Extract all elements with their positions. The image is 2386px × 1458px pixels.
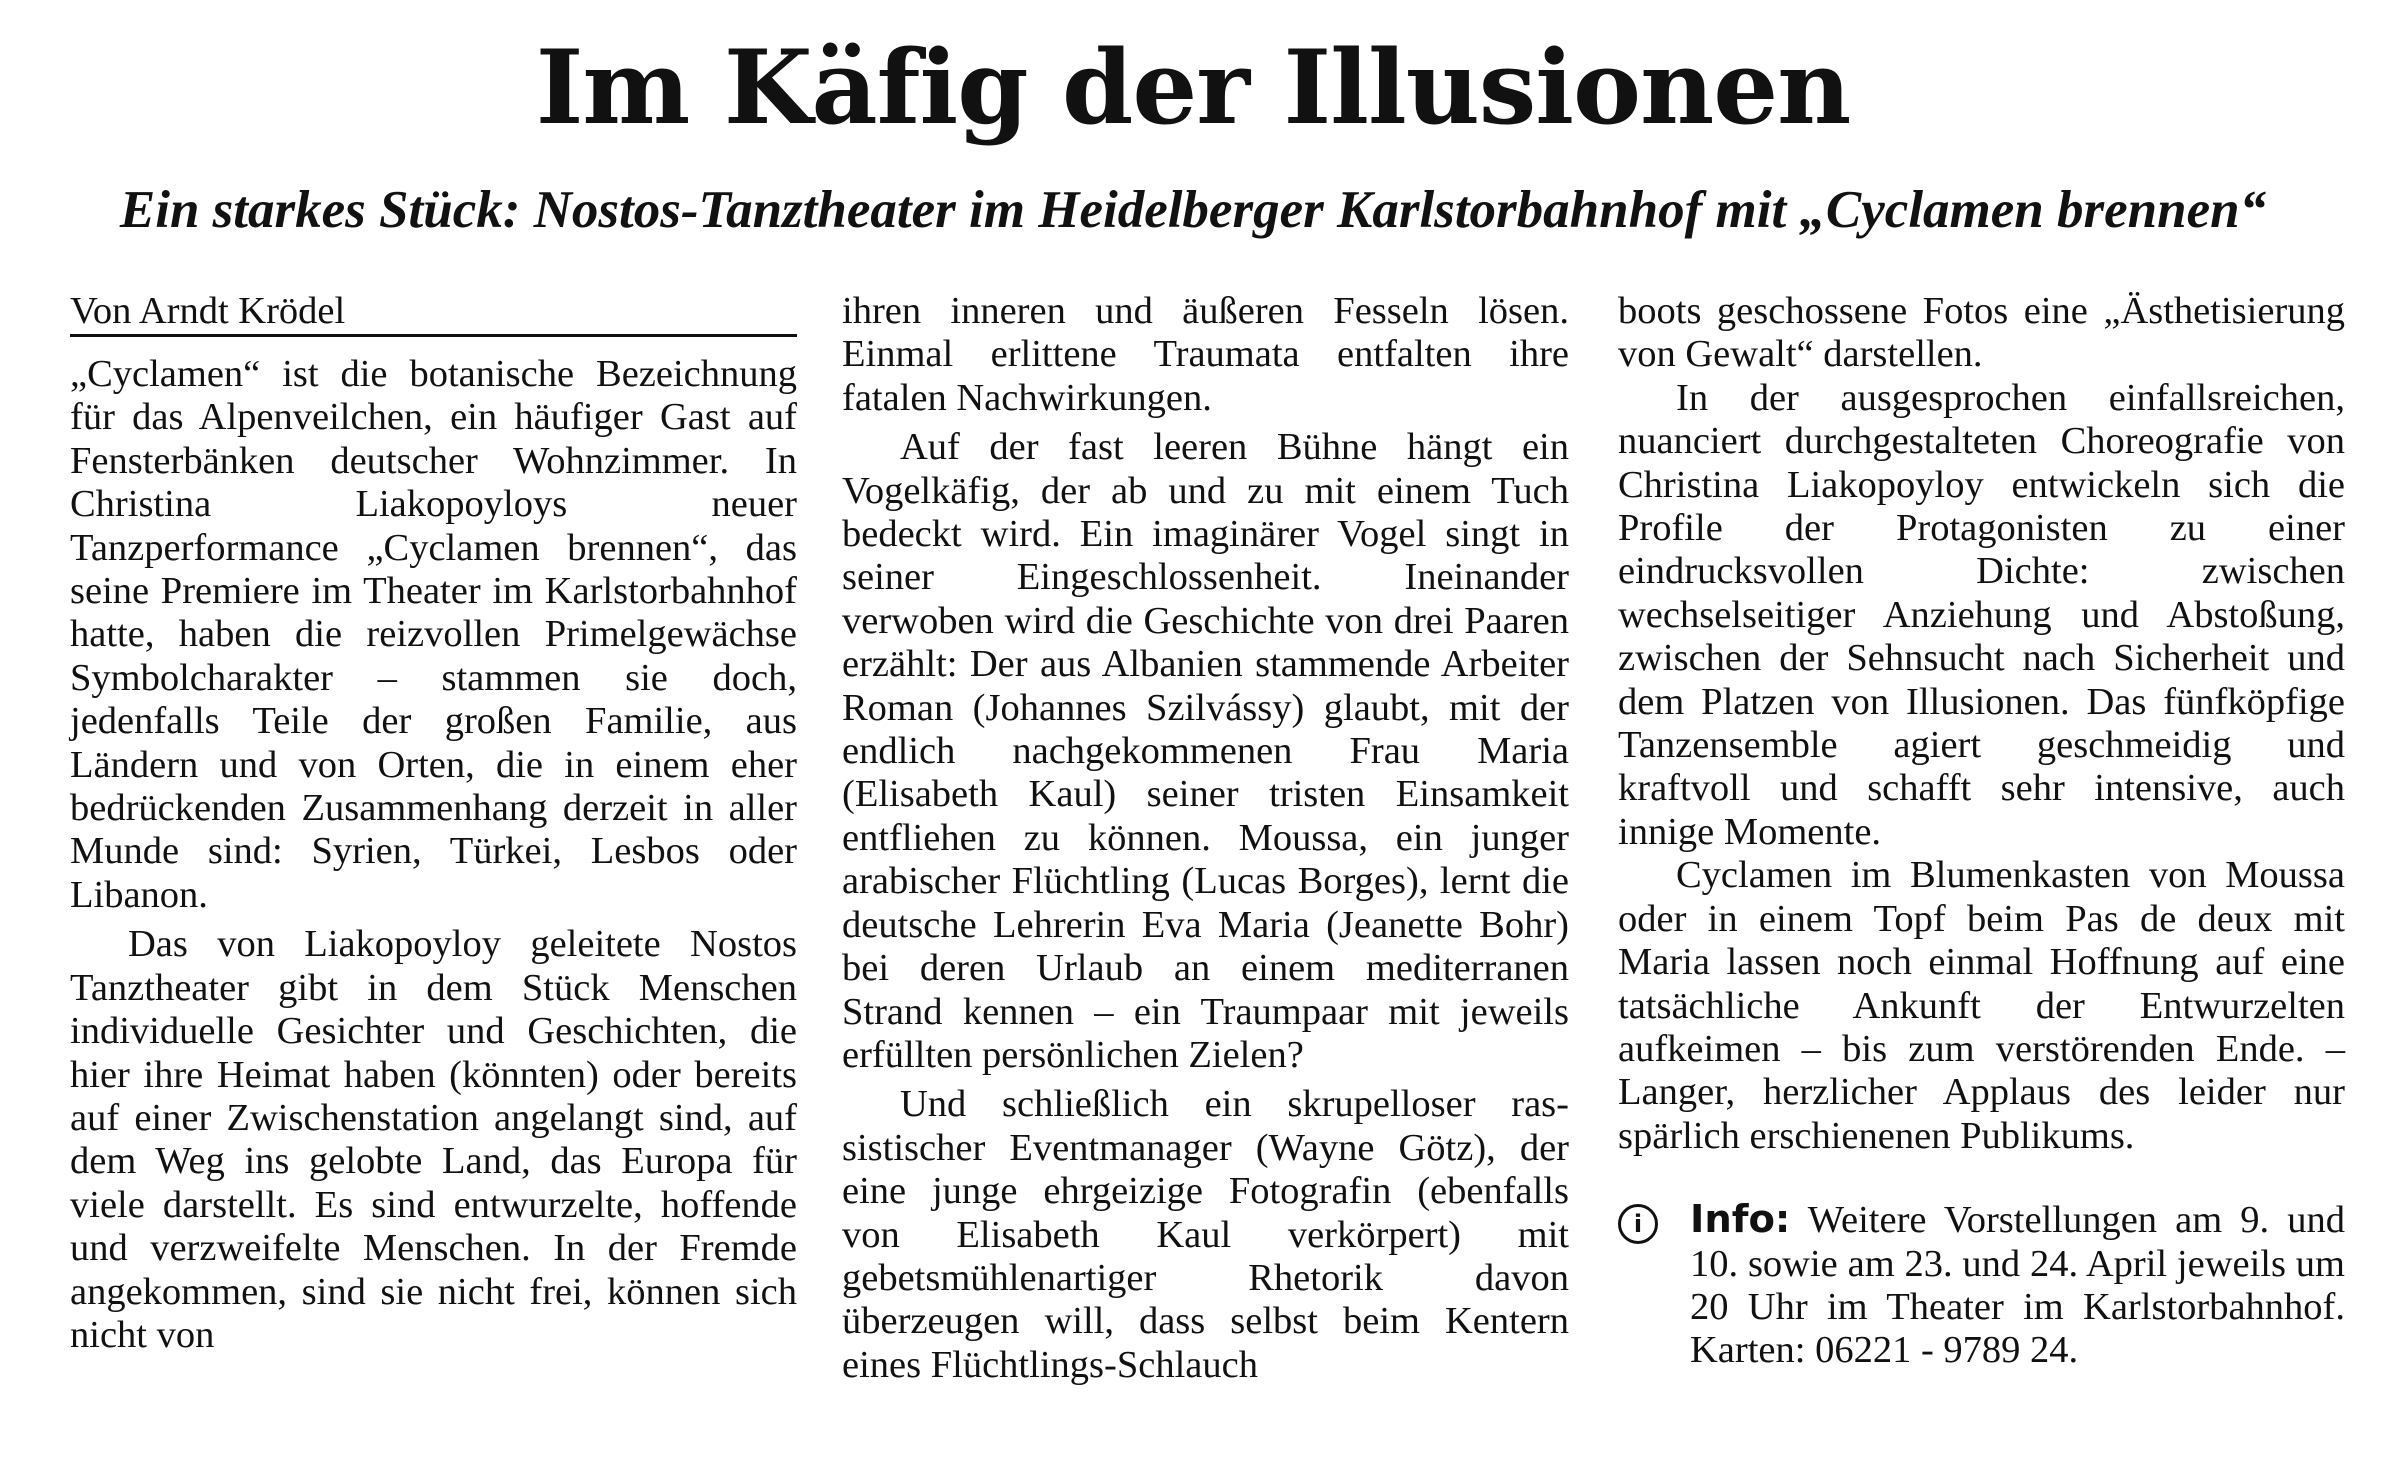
column-1: [70, 290, 797, 1357]
paragraph-2-start: Das von Liakopoyloy geleitete Nostos Tanztheater gibt in dem Stück Menschen individuelle Gesichter und Geschichten, die hier ihre Heimat haben (könnten) oder bereits auf einer Zwischenstation angelangt sind, auf dem Weg ins gelobte Land, das Europa für viele darstellt. Es sind entwurzelte, hoffende und verzweifelte Menschen. In der Fremde angekommen, sind sie nicht frei, können sich nicht von: [70, 923, 797, 1356]
paragraph-2-end: ihren inneren und äußeren Fesseln lösen. Einmal erlittene Traumata entfalten ihre fatalen Nachwirkungen.: [842, 290, 1569, 419]
paragraph-3: Auf der fast leeren Bühne hängt ein Vogelkäfig, der ab und zu mit einem Tuch bedeckt wird. Ein imaginärer Vogel singt in seiner Eingeschlossenheit. Ineinander verwoben wird die Geschichte von drei Paaren erzählt: Der aus Albanien stammende Arbeiter Roman (Johannes Szilvássy) glaubt, mit der endlich nachgekommenen Frau Maria (Elisabeth Kaul) seiner tristen Einsamkeit entfliehen zu können. Moussa, ein junger arabischer Flüchtling (Lucas Borges), lernt die deutsche Lehrerin Eva Maria (Jeanette Bohr) bei deren Urlaub an einem mediterranen Strand kennen – ein Traumpaar mit jeweils erfüllten persönlichen Zielen?: [842, 426, 1569, 1076]
headline: Im Käfig der Illusionen: [535, 28, 1851, 148]
paragraph-6: Cyclamen im Blumenkasten von Moussa oder in einem Topf beim Pas de deux mit Maria lassen noch einmal Hoffnung auf eine tatsächliche Ankunft der Entwurzelten aufkeimen – bis zum verstörenden Ende. – Langer, herzlicher Applaus des leider nur spärlich erschienenen Publikums.: [1618, 854, 2345, 1157]
byline: Von Arndt Krödel: [70, 290, 797, 337]
info-label: Info:: [1690, 1197, 1791, 1243]
column-3: [1618, 290, 2345, 1373]
subheadline: Ein starkes Stück: Nostos-Tanztheater im Heidelberger Karlstorbahnhof mit „Cyclamen brennen“: [119, 181, 2267, 239]
paragraph-5: In der ausgesprochen einfallsreichen, nuanciert durchgestalteten Choreografie von Christina Liakopoyloy entwickeln sich die Profile der Protagonisten zu einer eindrucksvollen Dichte: zwischen wechselseitiger Anziehung und Abstoßung, zwischen der Sehnsucht nach Sicherheit und dem Platzen von Illusionen. Das fünfköpfige Tanzensemble agiert geschmeidig und kraftvoll und schafft sehr intensive, auch innige Momente.: [1618, 376, 2345, 853]
info-icon: i: [1618, 1204, 1658, 1244]
info-text: Weitere Vorstellungen am 9. und 10. sowie am 23. und 24. April jeweils um 20 Uhr im Theater im Karlstorbahnhof. Karten: 06221 - 9789 24.: [1690, 1199, 2345, 1372]
paragraph-4-end: boots geschossene Fotos eine „Ästhetisierung von Gewalt“ darstellen.: [1618, 290, 2345, 376]
paragraph-4-start: Und schließlich ein skrupelloser rassistischer Eventmanager (Wayne Götz), der eine junge ehrgeizige Fotografin (ebenfalls von Elisabeth Kaul verkörpert) mit gebetsmühlenartiger Rhetorik davon überzeugen will, dass selbst beim Kentern eines Flüchtlings-Schlauch: [842, 1083, 1569, 1386]
info-box: [1618, 1198, 2345, 1373]
paragraph-1: „Cyclamen“ ist die botanische Bezeichnung für das Alpenveilchen, ein häufiger Gast auf Fensterbänken deutscher Wohnzimmer. In Christina Liakopoyloys neuer Tanzperformance „Cyclamen brennen“, das seine Premiere im Theater im Karlstorbahnhof hatte, haben die reizvollen Primelgewächse Symbolcharakter – stammen sie doch, jedenfalls Teile der großen Familie, aus Ländern und von Orten, die in einem eher bedrückenden Zusammenhang derzeit in aller Munde sind: Syrien, Türkei, Lesbos oder Libanon.: [70, 353, 797, 916]
column-2: [842, 290, 1569, 1387]
